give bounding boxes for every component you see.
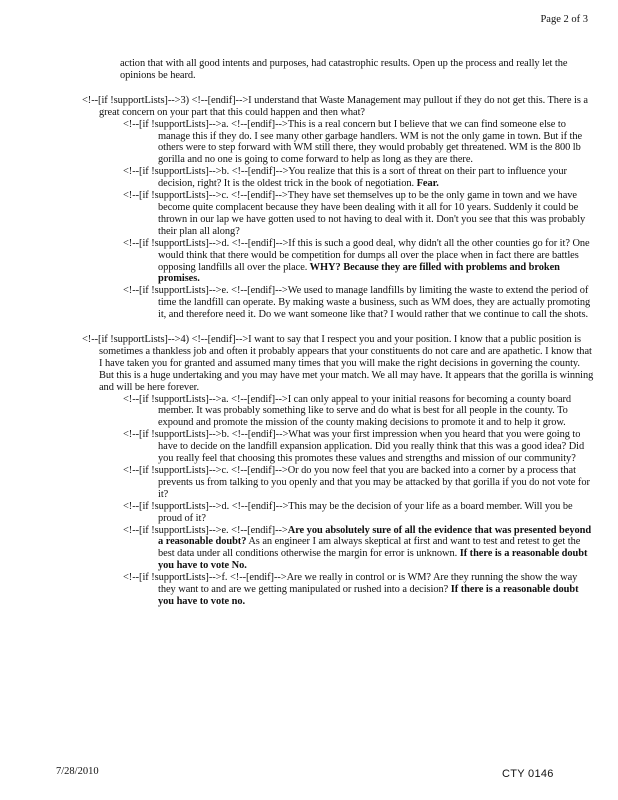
item-4d: <!--[if !supportLists]-->d. <!--[endif]-->This may be the decision of your life as a board member. Will you be proud of it?: [123, 500, 573, 524]
item-4f-text: <!--[if !supportLists]-->f. <!--[endif]-->Are we really in control or is WM? Are they running the show the way they want to and are we getting manipulated or rushed into a decision?: [123, 572, 578, 596]
item-3d-text: <!--[if !supportLists]-->d. <!--[endif]-->If this is such a good deal, why didn't all the other counties go for it? One would think that there would be competition for dumps all over the place when in fact there are battles opposing landfills all over the place.: [123, 237, 590, 273]
item-4: <!--[if !supportLists]-->4) <!--[endif]-->I want to say that I respect you and your position. I know that a public position is sometimes a thankless job and often it probably appears that your constituents do not care and are apathetic. I know that I have taken you for granted and assumed many times that you will make the right decisions in governing the county. But this is a huge undertaking and you may have met your match. We all may have. It appears that the gorilla is winning and will be here forever.: [82, 334, 594, 393]
item-4e-bold2: If there is a reasonable doubt you have to vote No.: [158, 548, 588, 572]
item-4f: [82, 572, 594, 608]
item-3d-bold: WHY? Because they are filled with problems and broken promises.: [158, 261, 560, 285]
item-4e-text: <!--[if !supportLists]-->e. <!--[endif]-->: [123, 524, 288, 536]
item-3b-text: <!--[if !supportLists]-->b. <!--[endif]-->You realize that this is a sort of threat on their part to influence your decision, right? It is the oldest trick in the book of negotiation.: [123, 166, 567, 190]
letter-body: [82, 58, 594, 608]
item-4a: <!--[if !supportLists]-->a. <!--[endif]-->I can only appeal to your initial reasons for becoming a county board member. It was probably something like to serve and do what is best for all people in the county. To expound and promote the mission of the county making decisions to promote it and to help it grow.: [123, 393, 572, 429]
item-4b: <!--[if !supportLists]-->b. <!--[endif]-->What was your first impression when you heard that you were going to have to decide on the landfill expansion application. Did you really think that this was a good idea? Did you really feel that choosing this promotes these values and strengths and mission of our community?: [123, 429, 585, 465]
bates-number: CTY 0146: [502, 768, 554, 780]
item-3e: <!--[if !supportLists]-->e. <!--[endif]-->We used to manage landfills by limiting the waste to extend the period of time the landfill can operate. By making waste a business, such as WM does, they are actually promoting it, and therefore need it. Do we want someone like that? I would rather that we continue to call the shots.: [123, 285, 591, 321]
item-4e: [82, 525, 594, 573]
footer-date: 7/28/2010: [56, 766, 99, 777]
intro-paragraph: action that with all good intents and purposes, had catastrophic results. Open up the process and really let the opinions be heard.: [120, 58, 568, 81]
item-3a: <!--[if !supportLists]-->a. <!--[endif]-->This is a real concern but I believe that we can find someone else to manage this if they do. I see many other garbage handlers. WM is not the only game in town. But if the others were to step forward with WM still there, they would probably get threatened. WM is the 800 lb gorilla and no one is going to come forward to help as long as they are there.: [123, 118, 583, 166]
item-4e-after: As an engineer I am always skeptical at first and want to test and retest to get the best data under all conditions otherwise the margin for error is unknown.: [158, 536, 581, 560]
item-4e-bold: Are you absolutely sure of all the evidence that was presented beyond a reasonable doubt?: [158, 524, 592, 548]
item-4c: <!--[if !supportLists]-->c. <!--[endif]-->Or do you now feel that you are backed into a corner by a process that prevents us from talking to you openly and that you may be attacked by that gorilla if you do not vote for it?: [123, 465, 590, 500]
item-3: <!--[if !supportLists]-->3) <!--[endif]-->I understand that Waste Management may pullout if they do not get this. There is a great concern on your part that this could happen and then what?: [82, 94, 588, 118]
item-3b-bold: Fear.: [414, 178, 439, 190]
item-3d: [82, 238, 594, 286]
item-4f-bold: If there is a reasonable doubt you have to vote no.: [158, 584, 579, 607]
item-3c: <!--[if !supportLists]-->c. <!--[endif]-->They have set themselves up to be the only game in town and we have become quite complacent because they have been dealing with it all for 10 years. Suddenly it could be thrown in our lap we have gotten used to not having to deal with it. Don't you see that this was probably their plan all along?: [123, 190, 586, 237]
item-3b: [82, 166, 594, 190]
page-number: Page 2 of 3: [540, 14, 588, 25]
